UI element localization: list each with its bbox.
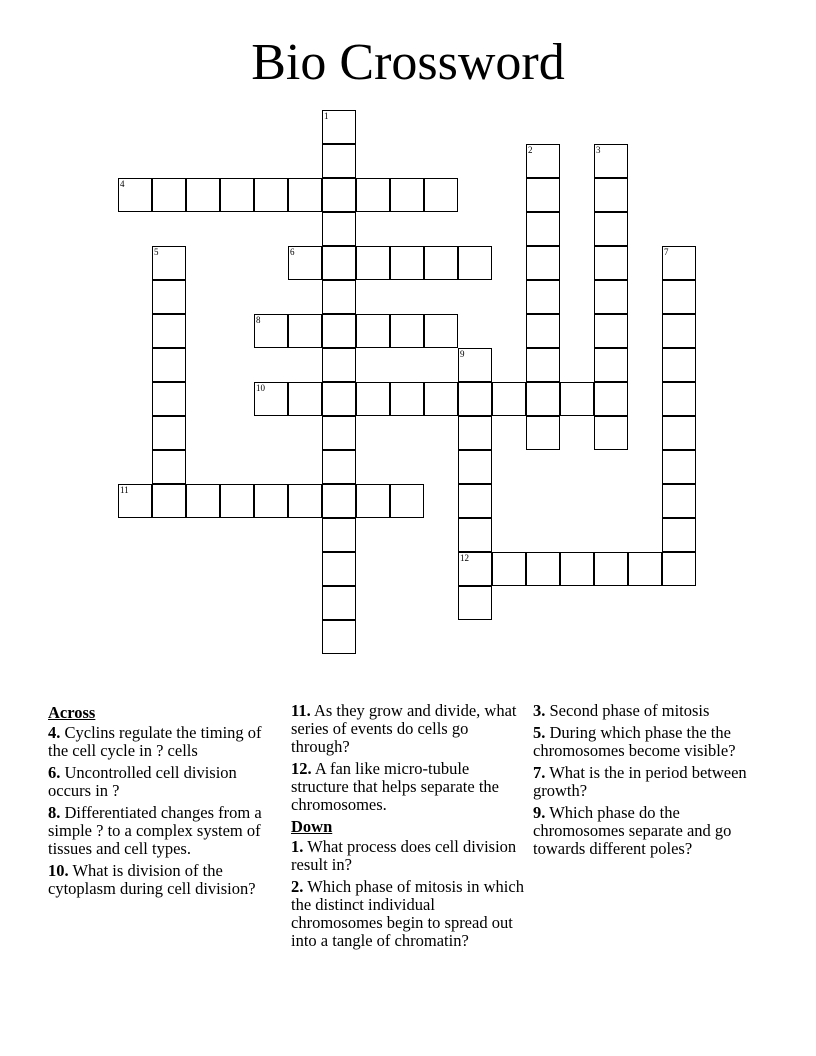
- grid-cell[interactable]: [288, 314, 322, 348]
- grid-cell[interactable]: [526, 382, 560, 416]
- grid-cell[interactable]: [662, 450, 696, 484]
- clue-across-11: 11. As they grow and divide, what series of events do cells go through?: [291, 701, 517, 756]
- grid-cell[interactable]: [186, 484, 220, 518]
- cell-number: 11: [120, 485, 129, 495]
- grid-cell[interactable]: [662, 280, 696, 314]
- grid-cell[interactable]: [458, 450, 492, 484]
- grid-cell[interactable]: [390, 314, 424, 348]
- grid-cell[interactable]: [152, 450, 186, 484]
- grid-cell[interactable]: [526, 416, 560, 450]
- grid-cell[interactable]: [322, 382, 356, 416]
- cell-number: 4: [120, 179, 125, 189]
- grid-cell[interactable]: [254, 314, 288, 348]
- grid-cell[interactable]: [560, 552, 594, 586]
- grid-cell[interactable]: [662, 246, 696, 280]
- grid-cell[interactable]: [322, 586, 356, 620]
- grid-cell[interactable]: [458, 416, 492, 450]
- grid-cell[interactable]: [662, 416, 696, 450]
- grid-cell[interactable]: [152, 348, 186, 382]
- grid-cell[interactable]: [594, 212, 628, 246]
- grid-cell[interactable]: [288, 382, 322, 416]
- down-heading: Down: [291, 817, 333, 836]
- grid-cell[interactable]: [186, 178, 220, 212]
- grid-cell[interactable]: [424, 178, 458, 212]
- grid-cell[interactable]: [356, 178, 390, 212]
- grid-cell[interactable]: [594, 314, 628, 348]
- grid-cell[interactable]: [288, 484, 322, 518]
- clue-down-7: 7. What is the in period between growth?: [533, 763, 747, 800]
- grid-cell[interactable]: [390, 484, 424, 518]
- grid-cell[interactable]: [152, 280, 186, 314]
- cell-number: 5: [154, 247, 159, 257]
- grid-cell[interactable]: [594, 246, 628, 280]
- grid-cell[interactable]: [594, 178, 628, 212]
- grid-cell[interactable]: [118, 484, 152, 518]
- clue-column-1: [48, 702, 273, 902]
- grid-cell[interactable]: [424, 382, 458, 416]
- grid-cell[interactable]: [322, 552, 356, 586]
- grid-cell[interactable]: [356, 382, 390, 416]
- grid-cell[interactable]: [424, 246, 458, 280]
- grid-cell[interactable]: [458, 518, 492, 552]
- grid-cell[interactable]: [492, 552, 526, 586]
- grid-cell[interactable]: [322, 246, 356, 280]
- grid-cell[interactable]: [594, 416, 628, 450]
- grid-cell[interactable]: [390, 246, 424, 280]
- grid-cell[interactable]: [152, 246, 186, 280]
- grid-cell[interactable]: [322, 178, 356, 212]
- clue-across-6: 6. Uncontrolled cell division occurs in ?: [48, 763, 237, 800]
- grid-cell[interactable]: [594, 348, 628, 382]
- clue-down-9: 9. Which phase do the chromosomes separate and go towards different poles?: [533, 803, 732, 858]
- grid-cell[interactable]: [254, 382, 288, 416]
- grid-cell[interactable]: [322, 212, 356, 246]
- grid-cell[interactable]: [390, 178, 424, 212]
- grid-cell[interactable]: [526, 348, 560, 382]
- grid-cell[interactable]: [424, 314, 458, 348]
- grid-cell[interactable]: [322, 348, 356, 382]
- grid-cell[interactable]: [254, 484, 288, 518]
- grid-cell[interactable]: [526, 314, 560, 348]
- grid-cell[interactable]: [322, 280, 356, 314]
- cell-number: 6: [290, 247, 295, 257]
- grid-cell[interactable]: [526, 144, 560, 178]
- page-title: Bio Crossword: [251, 34, 565, 91]
- grid-cell[interactable]: [458, 382, 492, 416]
- grid-cell[interactable]: [322, 620, 356, 654]
- clue-across-4: 4. Cyclins regulate the timing of the cell cycle in ? cells: [48, 723, 262, 760]
- grid-cell[interactable]: [288, 246, 322, 280]
- clue-down-5: 5. During which phase the the chromosomes become visible?: [533, 723, 736, 760]
- grid-cell[interactable]: [152, 314, 186, 348]
- grid-cell[interactable]: [526, 552, 560, 586]
- grid-cell[interactable]: [390, 382, 424, 416]
- cell-number: 2: [528, 145, 533, 155]
- grid-cell[interactable]: [152, 382, 186, 416]
- grid-cell[interactable]: [322, 144, 356, 178]
- clue-down-1: 1. What process does cell division result in?: [291, 837, 517, 874]
- grid-cell[interactable]: [322, 518, 356, 552]
- grid-cell[interactable]: [526, 280, 560, 314]
- grid-cell[interactable]: [458, 586, 492, 620]
- grid-cell[interactable]: [492, 382, 526, 416]
- clue-across-10: 10. What is division of the cytoplasm during cell division?: [48, 861, 256, 898]
- grid-cell[interactable]: [594, 552, 628, 586]
- grid-cell[interactable]: [458, 484, 492, 518]
- grid-cell[interactable]: [322, 484, 356, 518]
- grid-cell[interactable]: [322, 416, 356, 450]
- cell-number: 9: [460, 349, 465, 359]
- grid-cell[interactable]: [220, 484, 254, 518]
- clue-column-2: [291, 702, 526, 954]
- grid-cell[interactable]: [662, 314, 696, 348]
- grid-cell[interactable]: [152, 178, 186, 212]
- cell-number: 8: [256, 315, 261, 325]
- clue-across-8: 8. Differentiated changes from a simple ? to a complex system of tissues and cell types.: [48, 803, 262, 858]
- grid-cell[interactable]: [526, 178, 560, 212]
- grid-cell[interactable]: [356, 484, 390, 518]
- grid-cell[interactable]: [560, 382, 594, 416]
- grid-cell[interactable]: [662, 552, 696, 586]
- grid-cell[interactable]: [526, 246, 560, 280]
- grid-cell[interactable]: [322, 110, 356, 144]
- grid-cell[interactable]: [220, 178, 254, 212]
- cell-number: 10: [256, 383, 265, 393]
- grid-cell[interactable]: [322, 450, 356, 484]
- grid-cell[interactable]: [594, 382, 628, 416]
- grid-cell[interactable]: [458, 552, 492, 586]
- grid-cell[interactable]: [662, 518, 696, 552]
- grid-cell[interactable]: [458, 246, 492, 280]
- grid-cell[interactable]: [288, 178, 322, 212]
- grid-cell[interactable]: [662, 484, 696, 518]
- grid-cell[interactable]: [152, 416, 186, 450]
- grid-cell[interactable]: [628, 552, 662, 586]
- clue-down-3: 3. Second phase of mitosis: [533, 701, 710, 720]
- clue-across-12: 12. A fan like micro-tubule structure that helps separate the chromosomes.: [291, 759, 499, 814]
- grid-cell[interactable]: [254, 178, 288, 212]
- clue-down-2: 2. Which phase of mitosis in which the distinct individual chromosomes begin to spread out into a tangle of chromatin?: [291, 877, 524, 950]
- grid-cell[interactable]: [594, 280, 628, 314]
- cell-number: 3: [596, 145, 601, 155]
- grid-cell[interactable]: [152, 484, 186, 518]
- grid-cell[interactable]: [322, 314, 356, 348]
- grid-cell[interactable]: [594, 144, 628, 178]
- grid-cell[interactable]: [356, 314, 390, 348]
- cell-number: 1: [324, 111, 329, 121]
- grid-cell[interactable]: [458, 348, 492, 382]
- cell-number: 12: [460, 553, 469, 563]
- grid-cell[interactable]: [662, 348, 696, 382]
- grid-cell[interactable]: [662, 382, 696, 416]
- grid-cell[interactable]: [118, 178, 152, 212]
- grid-cell[interactable]: [526, 212, 560, 246]
- cell-number: 7: [664, 247, 669, 257]
- grid-cell[interactable]: [356, 246, 390, 280]
- across-heading: Across: [48, 703, 96, 722]
- clue-column-3: [533, 702, 773, 862]
